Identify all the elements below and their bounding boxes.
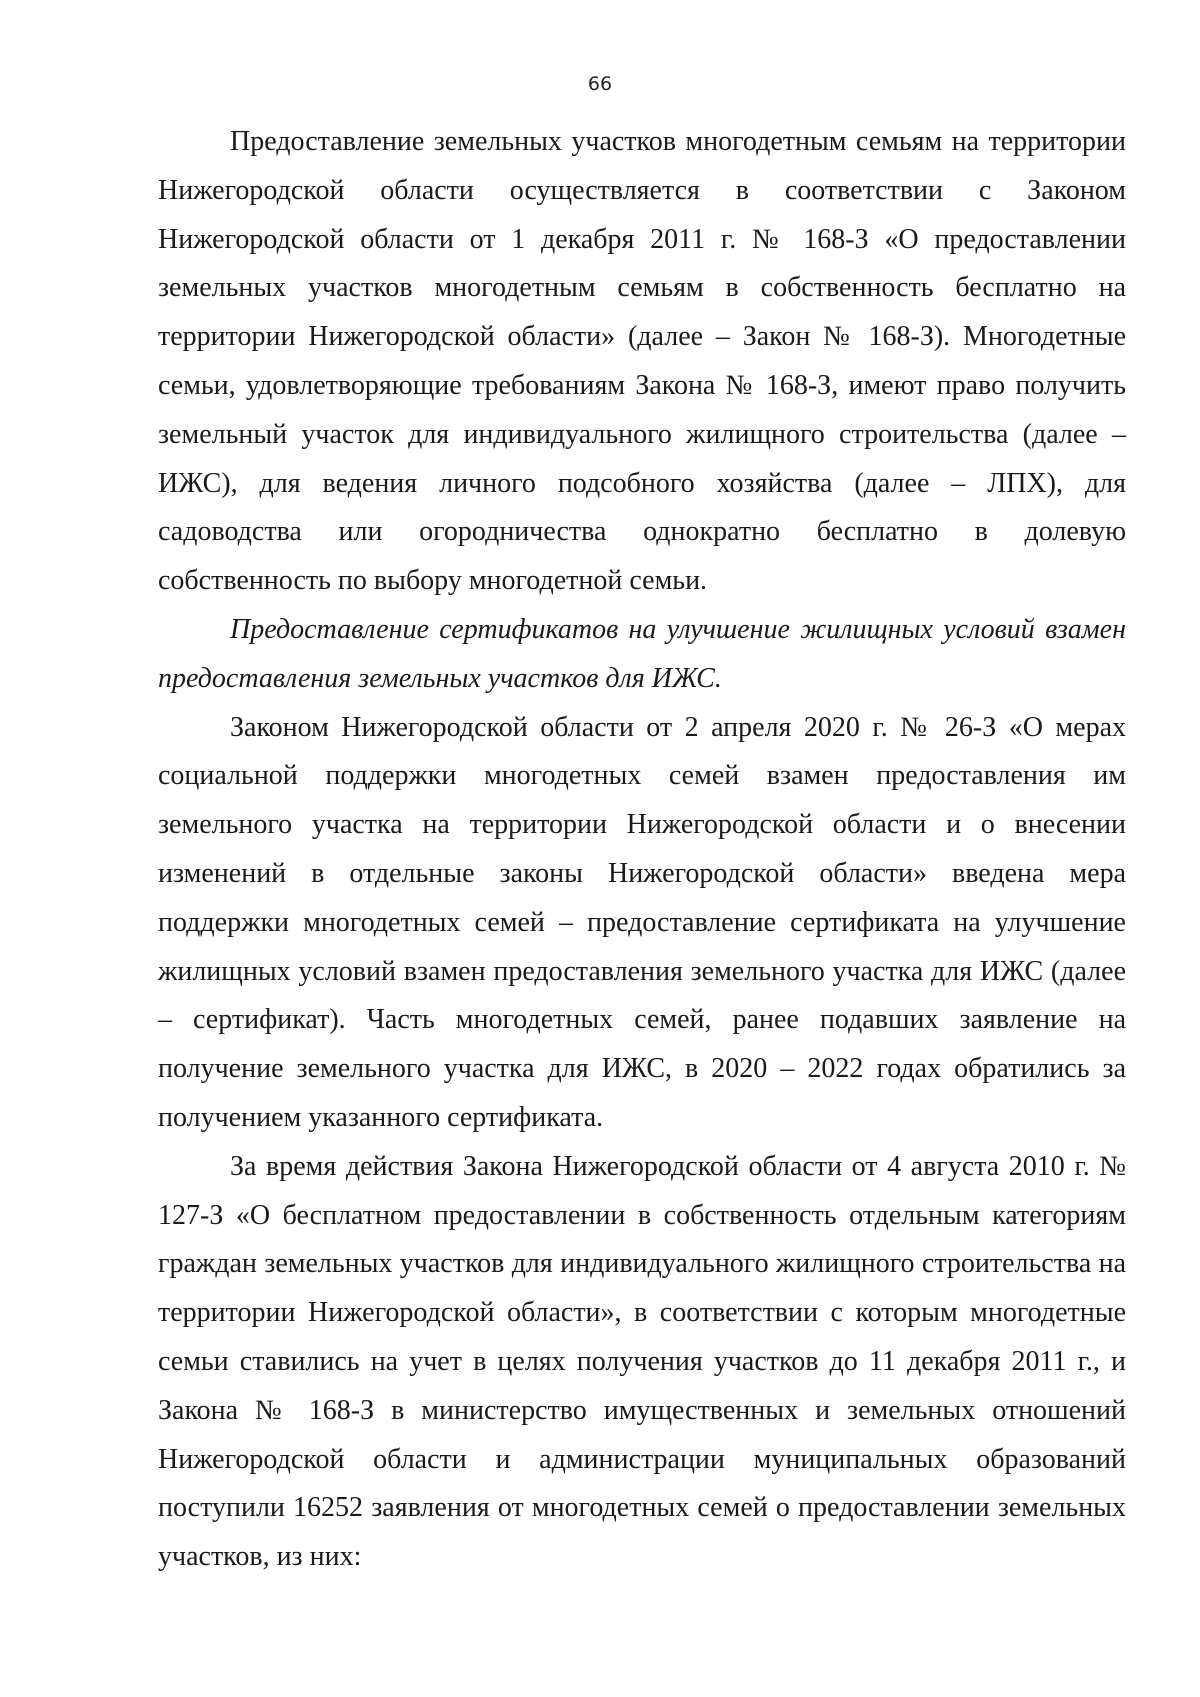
document-body [158,118,1126,1582]
paragraph-applications: За время действия Закона Нижегородской области от 4 августа 2010 г. № 127-З «О бесплатном предоставлении в собственность отдельным категориям граждан земельных участков для индивидуального жилищного строительства на территории Нижегородской области», в соответствии с которым многодетные семьи ставились на учет в целях получения участков до 11 декабря 2011 г., и Закона № 168-З в министерство имущественных и земельных отношений Нижегородской области и администрации муниципальных образований поступили 16252 заявления от многодетных семей о предоставлении земельных участков, из них: [158,1150,1126,1573]
paragraph-land-provision: Предоставление земельных участков многодетным семьям на территории Нижегородской области осуществляется в соответствии с Законом Нижегородской области от 1 декабря 2011 г. № 168-З «О предоставлении земельных участков многодетным семьям в собственность бесплатно на территории Нижегородской области» (далее – Закон № 168-З). Многодетные семьи, удовлетворяющие требованиям Закона № 168-З, имеют право получить земельный участок для индивидуального жилищного строительства (далее – ИЖС), для ведения личного подсобного хозяйства (далее – ЛПХ), для садоводства или огородничества однократно бесплатно в долевую собственность по выбору многодетной семьи. [158,126,1126,597]
page-number: 66 [587,73,613,95]
paragraph-law-26: Законом Нижегородской области от 2 апреля 2020 г. № 26-З «О мерах социальной поддержки многодетных семей взамен предоставления им земельного участка на территории Нижегородской области и о внесении изменений в отдельные законы Нижегородской области» введена мера поддержки многодетных семей – предоставление сертификата на улучшение жилищных условий взамен предоставления земельного участка для ИЖС (далее – сертификат). Часть многодетных семей, ранее подавших заявление на получение земельного участка для ИЖС, в 2020 – 2022 годах обратились за получением указанного сертификата. [158,711,1126,1133]
paragraph-certificates-heading: Предоставление сертификатов на улучшение жилищных условий взамен предоставления земельных участков для ИЖС. [158,613,1126,694]
